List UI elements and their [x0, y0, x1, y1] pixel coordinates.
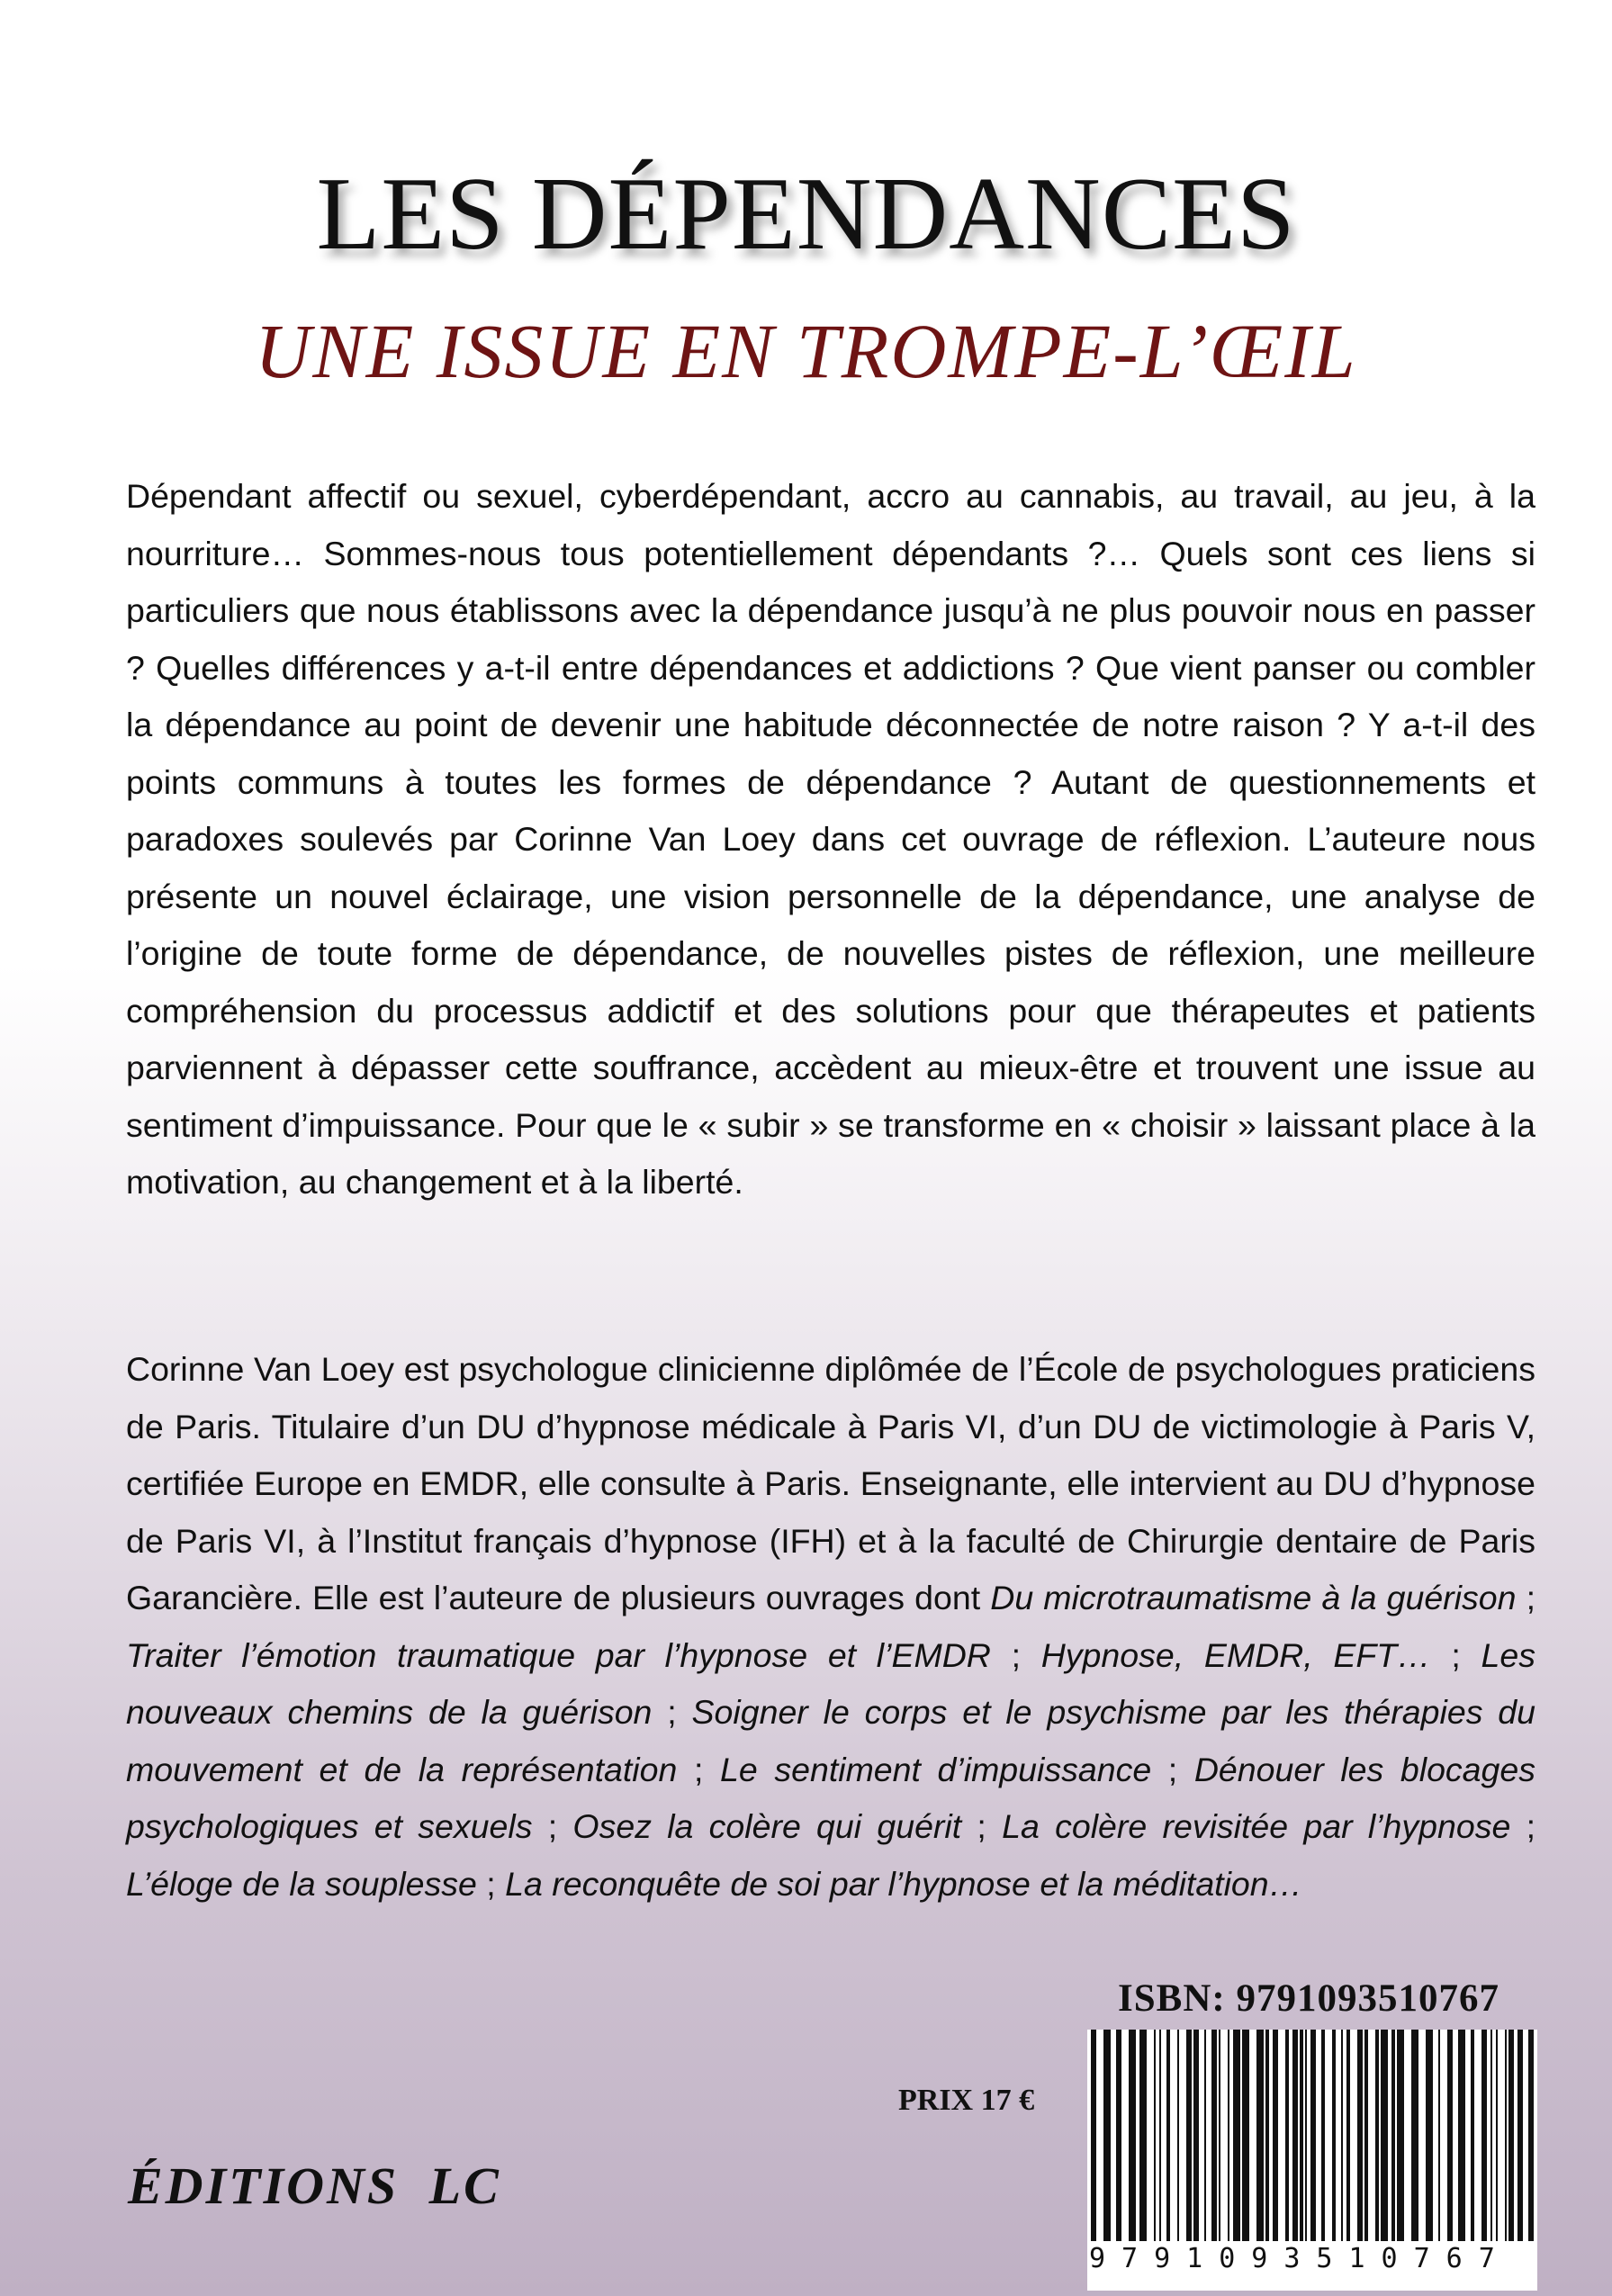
book-separator: ; [1510, 1807, 1535, 1845]
book-separator: ; [1151, 1750, 1194, 1788]
barcode-bar [1193, 2030, 1199, 2241]
book-title-item: Le sentiment d’impuissance [720, 1750, 1152, 1788]
barcode-bar [1159, 2030, 1161, 2241]
barcode-bar [1391, 2030, 1395, 2241]
barcode-bar [1364, 2030, 1368, 2241]
barcode-bar [1505, 2030, 1507, 2241]
book-title-item: Les nouveaux chemins de la guérison [126, 1635, 1535, 1731]
barcode-bar [1116, 2030, 1121, 2241]
publisher-logo: ÉDITIONS LC [128, 2156, 501, 2215]
book-title-item: La reconquête de soi par l’hypnose et la méditation… [505, 1864, 1303, 1903]
book-title-item: La colère revisitée par l’hypnose [1002, 1807, 1511, 1845]
barcode-bar [1305, 2030, 1307, 2241]
book-separator: ; [961, 1807, 1003, 1845]
barcode-bar [1517, 2030, 1523, 2241]
barcode-bar [1242, 2030, 1249, 2241]
barcode-bar [1490, 2030, 1492, 2241]
barcode-bar [1103, 2030, 1111, 2241]
barcode-bar [1233, 2030, 1240, 2241]
book-subtitle: UNE ISSUE EN TROMPE-L’ŒIL [255, 308, 1357, 394]
book-title-item: Hypnose, EMDR, EFT… [1040, 1635, 1431, 1674]
barcode-bar [1341, 2030, 1343, 2241]
barcode-bar [1496, 2030, 1498, 2241]
barcode-bar [1426, 2030, 1433, 2241]
barcode-bar [1285, 2030, 1289, 2241]
barcode-bar [1357, 2030, 1363, 2241]
barcode-bar [1129, 2030, 1136, 2241]
book-title-item: Dénouer les blocages psychologiques et sexuels [126, 1750, 1535, 1845]
barcode-bars [1087, 2030, 1537, 2241]
barcode-bar [1321, 2030, 1325, 2241]
barcode-bar [1091, 2030, 1096, 2241]
barcode-bar [1139, 2030, 1147, 2241]
book-separator: ; [1430, 1635, 1481, 1674]
book-separator: ; [652, 1693, 692, 1731]
book-title-item: Du microtraumatisme à la guérison [990, 1579, 1517, 1616]
barcode-bar [1346, 2030, 1350, 2241]
book-separator: ; [476, 1864, 506, 1903]
barcode-bar [1177, 2030, 1179, 2241]
barcode-bar [1204, 2030, 1206, 2241]
book-separator: ; [1516, 1579, 1535, 1616]
isbn: ISBN: 9791093510767 [1118, 1977, 1499, 2020]
book-title-item: Osez la colère qui guérit [572, 1807, 962, 1845]
barcode-bar [1211, 2030, 1217, 2241]
barcode-bar [1154, 2030, 1156, 2241]
barcode-bar [1481, 2030, 1487, 2241]
barcode-bar [1411, 2030, 1418, 2241]
book-separator: ; [677, 1750, 721, 1788]
book-separator: ; [990, 1635, 1041, 1674]
book-title-item: Soigner le corps et le psychisme par les thérapies du mouvement et de la représentation [126, 1693, 1535, 1788]
barcode-bar [1332, 2030, 1336, 2241]
barcode-digits: 9791093510767 [1089, 2243, 1511, 2274]
book-title-item: Traiter l’émotion traumatique par l’hypnose et l’EMDR [126, 1635, 991, 1674]
barcode-bar [1228, 2030, 1229, 2241]
book-separator: ; [532, 1807, 573, 1845]
barcode-bar [1300, 2030, 1303, 2241]
barcode-bar [1528, 2030, 1534, 2241]
barcode-bar [1438, 2030, 1440, 2241]
barcode-bar [1256, 2030, 1264, 2241]
price: PRIX 17 € [898, 2084, 1035, 2117]
barcode-bar [1310, 2030, 1316, 2241]
barcode-bar [1292, 2030, 1298, 2241]
barcode-bar [1186, 2030, 1192, 2241]
barcode-bar [1166, 2030, 1170, 2241]
barcode-bar [1273, 2030, 1278, 2241]
book-title: LES DÉPENDANCES [316, 157, 1296, 272]
barcode-bar [1265, 2030, 1269, 2241]
book-title-item: L’éloge de la souplesse [126, 1864, 477, 1903]
barcode-bar [1458, 2030, 1465, 2241]
barcode-bar [1471, 2030, 1474, 2241]
barcode-bar [1397, 2030, 1404, 2241]
barcode-bar [1219, 2030, 1220, 2241]
author-bio [126, 1341, 1535, 1913]
barcode-bar [1375, 2030, 1379, 2241]
barcode-bar [1381, 2030, 1388, 2241]
barcode-bar [1447, 2030, 1453, 2241]
author-bio-intro: Corinne Van Loey est psychologue clinicienne diplômée de l’École de psychologues praticiens de Paris. Titulaire d’un DU d’hypnose médicale à Paris VI, d’un DU de victimologie à Paris V, certifiée Europe en EMDR, elle consulte à Paris. Enseignante, elle intervient au DU d’hypnose de Paris VI, à l’Institut français d’hypnose (IFH) et à la faculté de Chirurgie dentaire de Paris Garancière. Elle est l’auteure de plusieurs ouvrages dont [126, 1350, 1535, 1616]
book-description: Dépendant affectif ou sexuel, cyberdépendant, accro au cannabis, au travail, au jeu, à la nourriture… Sommes-nous tous potentiellement dépendants ?… Quels sont ces liens si particuliers que nous établissons avec la dépendance jusqu’à ne plus pouvoir nous en passer ? Quelles différences y a-t-il entre dépendances et addictions ? Que vient panser ou combler la dépendance au point de devenir une habitude déconnectée de notre raison ? Y a-t-il des points communs à toutes les formes de dépendance ? Autant de questionnements et paradoxes soulevés par Corinne Van Loey dans cet ouvrage de réflexion. L’auteure nous présente un nouvel éclairage, une vision personnelle de la dépendance, une analyse de l’origine de toute forme de dépendance, de nouvelles pistes de réflexion, une meilleure compréhension du processus addictif et des solutions pour que thérapeutes et patients parviennent à dépasser cette souffrance, accèdent au mieux-être et trouvent une issue au sentiment d’impuissance. Pour que le « subir » se transforme en « choisir » laissant place à la motivation, au changement et à la liberté. [126, 477, 1535, 1201]
book-list [126, 1579, 1535, 1903]
barcode-bar [1508, 2030, 1514, 2241]
